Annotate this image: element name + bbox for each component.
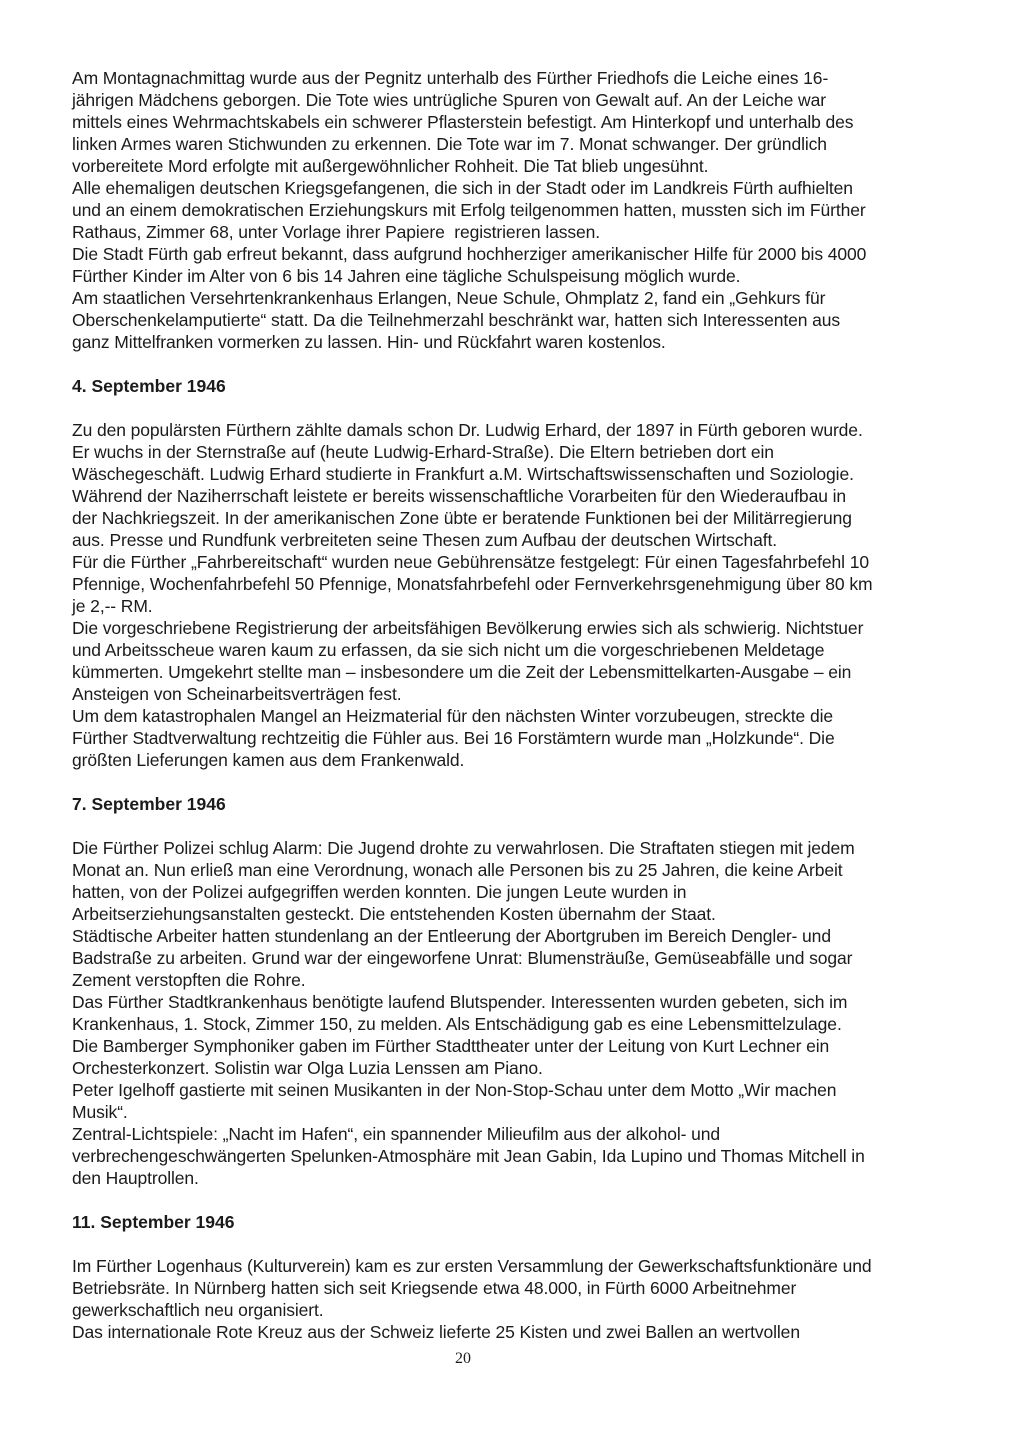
page-number: 20 [455,1350,471,1367]
text-line: Zement verstopften die Rohre. [72,970,306,990]
text-line: Krankenhaus, 1. Stock, Zimmer 150, zu melden. Als Entschädigung gab es eine Lebensmittelzulage. [72,1014,842,1034]
text-line: Alle ehemaligen deutschen Kriegsgefangenen, die sich in der Stadt oder im Landkreis Fürth aufhielten [72,178,853,198]
text-line: Um dem katastrophalen Mangel an Heizmaterial für den nächsten Winter vorzubeugen, streckte die [72,706,833,726]
paragraph [72,243,954,287]
text-line: verbrechengeschwängerten Spelunken-Atmosphäre mit Jean Gabin, Ida Lupino und Thomas Mitchell in [72,1146,865,1166]
text-line: vorbereitete Mord erfolgte mit außergewöhnlicher Rohheit. Die Tat blieb ungesühnt. [72,156,709,176]
text-line: Während der Naziherrschaft leistete er bereits wissenschaftliche Vorarbeiten für den Wiederaufbau in [72,486,847,506]
paragraph [72,1035,954,1079]
paragraph [72,837,954,925]
text-line: Monat an. Nun erließ man eine Verordnung, wonach alle Personen bis zu 25 Jahren, die keine Arbeit [72,860,843,880]
text-line: Badstraße zu arbeiten. Grund war der eingeworfene Unrat: Blumensträuße, Gemüseabfälle und sogar [72,948,853,968]
paragraph [72,925,954,991]
paragraph [72,991,954,1035]
text-line: jährigen Mädchens geborgen. Die Tote wies untrügliche Spuren von Gewalt auf. An der Leiche war [72,90,826,110]
section-heading: 4. September 1946 [72,376,226,396]
text-line: Rathaus, Zimmer 68, unter Vorlage ihrer Papiere registrieren lassen. [72,222,601,242]
text-line: Am Montagnachmittag wurde aus der Pegnitz unterhalb des Fürther Friedhofs die Leiche eines 16- [72,68,829,88]
text-line: Betriebsräte. In Nürnberg hatten sich seit Kriegsende etwa 48.000, in Fürth 6000 Arbeitnehmer [72,1278,797,1298]
document-content [72,67,954,1370]
text-line: kümmerten. Umgekehrt stellte man – insbesondere um die Zeit der Lebensmittelkarten-Ausgabe – ein [72,662,852,682]
text-line: Peter Igelhoff gastierte mit seinen Musikanten in der Non-Stop-Schau unter dem Motto „Wir machen [72,1080,837,1100]
text-line: mittels eines Wehrmachtskabels ein schwerer Pflasterstein befestigt. Am Hinterkopf und unterhalb des [72,112,854,132]
text-line: Pfennige, Wochenfahrbefehl 50 Pfennige, Monatsfahrbefehl oder Fernverkehrsgenehmigung über 80 km [72,574,873,594]
text-line: hatten, von der Polizei aufgegriffen werden konnten. Die jungen Leute wurden in [72,882,687,902]
text-line: der Nachkriegszeit. In der amerikanischen Zone übte er beratende Funktionen bei der Militärregierung [72,508,852,528]
text-line: und an einem demokratischen Erziehungskurs mit Erfolg teilgenommen hatten, mussten sich im Fürther [72,200,866,220]
paragraph [72,1123,954,1189]
text-line: Zentral-Lichtspiele: „Nacht im Hafen“, ein spannender Milieufilm aus der alkohol- und [72,1124,721,1144]
text-line: Für die Fürther „Fahrbereitschaft“ wurden neue Gebührensätze festgelegt: Für einen Tagesfahrbefehl 10 [72,552,869,572]
text-line: größten Lieferungen kamen aus dem Frankenwald. [72,750,465,770]
paragraph [72,177,954,243]
text-line: Das internationale Rote Kreuz aus der Schweiz lieferte 25 Kisten und zwei Ballen an wertvollen [72,1322,800,1342]
text-line: Am staatlichen Versehrtenkrankenhaus Erlangen, Neue Schule, Ohmplatz 2, fand ein „Gehkurs für [72,288,826,308]
text-line: Die Fürther Polizei schlug Alarm: Die Jugend drohte zu verwahrlosen. Die Straftaten stiegen mit jedem [72,838,855,858]
text-line: Die Bamberger Symphoniker gaben im Fürther Stadttheater unter der Leitung von Kurt Lechner ein [72,1036,830,1056]
paragraph [72,1079,954,1123]
text-line: Arbeitserziehungsanstalten gesteckt. Die entstehenden Kosten übernahm der Staat. [72,904,716,924]
text-line: Im Fürther Logenhaus (Kulturverein) kam es zur ersten Versammlung der Gewerkschaftsfunktionäre und [72,1256,872,1276]
text-line: ganz Mittelfranken vormerken zu lassen. Hin- und Rückfahrt waren kostenlos. [72,332,666,352]
paragraph [72,1321,954,1343]
text-line: Das Fürther Stadtkrankenhaus benötigte laufend Blutspender. Interessenten wurden gebeten, sich im [72,992,848,1012]
text-line: je 2,-- RM. [72,596,153,616]
text-line: Wäschegeschäft. Ludwig Erhard studierte in Frankfurt a.M. Wirtschaftswissenschaften und Soziologie. [72,464,854,484]
paragraph [72,419,954,551]
text-line: und Arbeitsscheue waren kaum zu erfassen, da sie sich nicht um die vorgeschriebenen Meldetage [72,640,825,660]
page-footer [22,1348,904,1370]
paragraph [72,705,954,771]
text-line: linken Armes waren Stichwunden zu erkennen. Die Tote war im 7. Monat schwanger. Der gründlich [72,134,827,154]
text-line: Die vorgeschriebene Registrierung der arbeitsfähigen Bevölkerung erwies sich als schwierig. Nichtstuer [72,618,864,638]
text-line: gewerkschaftlich neu organisiert. [72,1300,324,1320]
text-line: Städtische Arbeiter hatten stundenlang an der Entleerung der Abortgruben im Bereich Dengler- und [72,926,831,946]
text-line: Fürther Stadtverwaltung rechtzeitig die Fühler aus. Bei 16 Forstämtern wurde man „Holzkunde“. Die [72,728,835,748]
text-line: aus. Presse und Rundfunk verbreiteten seine Thesen zum Aufbau der deutschen Wirtschaft. [72,530,777,550]
section-heading: 7. September 1946 [72,794,226,814]
paragraph [72,1255,954,1321]
text-line: Er wuchs in der Sternstraße auf (heute Ludwig-Erhard-Straße). Die Eltern betrieben dort ein [72,442,774,462]
text-line: Ansteigen von Scheinarbeitsverträgen fest. [72,684,402,704]
text-line: Die Stadt Fürth gab erfreut bekannt, dass aufgrund hochherziger amerikanischer Hilfe für 2000 bis 4000 [72,244,867,264]
paragraph [72,551,954,617]
paragraph [72,287,954,353]
text-line: Oberschenkelamputierte“ statt. Da die Teilnehmerzahl beschränkt war, hatten sich Interessenten aus [72,310,841,330]
text-line: Orchesterkonzert. Solistin war Olga Luzia Lenssen am Piano. [72,1058,543,1078]
text-line: Musik“. [72,1102,128,1122]
text-line: Fürther Kinder im Alter von 6 bis 14 Jahren eine tägliche Schulspeisung möglich wurde. [72,266,741,286]
text-line: Zu den populärsten Fürthern zählte damals schon Dr. Ludwig Erhard, der 1897 in Fürth geboren wurde. [72,420,863,440]
paragraph [72,617,954,705]
text-line: den Hauptrollen. [72,1168,199,1188]
paragraph [72,67,954,177]
section-heading: 11. September 1946 [72,1212,235,1232]
